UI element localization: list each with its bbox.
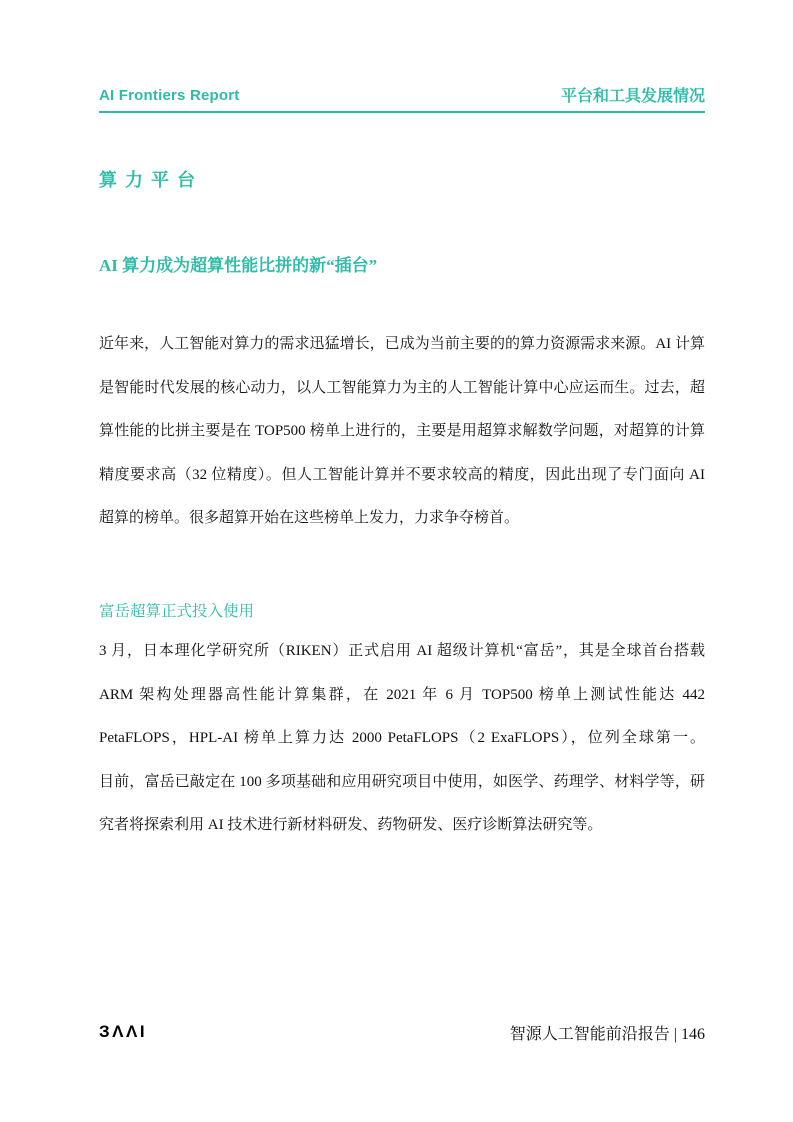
page-number-label: 智源人工智能前沿报告 | 146: [509, 1025, 705, 1043]
baai-logo: ЗΛΛI: [99, 1022, 148, 1041]
paragraph-2-line-3: PetaFLOPS，HPL-AI 榜单上算力达 2000 PetaFLOPS（2 ExaFLOPS），位列全球第一。: [99, 730, 705, 746]
paragraph-1-line-4: 精度要求高（32 位精度）。但人工智能计算并不要求较高的精度，因此出现了专门面向 AI: [99, 466, 705, 483]
page-footer: [99, 1021, 705, 1043]
paragraph-1-line-3: 算性能的比拼主要是在 TOP500 榜单上进行的，主要是用超算求解数学问题，对超算的计算: [99, 423, 705, 439]
paragraph-1-line-1: 近年来，人工智能对算力的需求迅猛增长，已成为当前主要的的算力资源需求来源。AI 计算: [99, 336, 705, 352]
paragraph-1-line-5: 超算的榜单。很多超算开始在这些榜单上发力，力求争夺榜首。: [99, 510, 520, 526]
paragraph-2-line-4: 目前，富岳已敲定在 100 多项基础和应用研究项目中使用，如医学、药理学、材料学等，研: [99, 773, 705, 790]
paragraph-2: [99, 630, 705, 848]
paragraph-2-line-1: 3 月，日本理化学研究所（RIKEN）正式启用 AI 超级计算机“富岳”，其是全球首台搭载: [99, 643, 705, 659]
report-title: AI Frontiers Report: [99, 87, 240, 104]
page-header: [99, 88, 705, 113]
paragraph-2-line-2: ARM 架构处理器高性能计算集群，在 2021 年 6 月 TOP500 榜单上测试性能达 442: [99, 686, 705, 703]
highlight-title: 富岳超算正式投入使用: [99, 603, 255, 620]
paragraph-1-line-2: 是智能时代发展的核心动力，以人工智能算力为主的人工智能计算中心应运而生。过去，超: [99, 379, 705, 396]
section-title: 算力平台: [99, 170, 203, 190]
paragraph-2-line-5: 究者将探索利用 AI 技术进行新材料研发、药物研发、医疗诊断算法研究等。: [99, 817, 603, 833]
chapter-title: 平台和工具发展情况: [560, 88, 705, 105]
subsection-title: AI 算力成为超算性能比拼的新“插台”: [99, 256, 378, 275]
paragraph-1: [99, 323, 705, 541]
